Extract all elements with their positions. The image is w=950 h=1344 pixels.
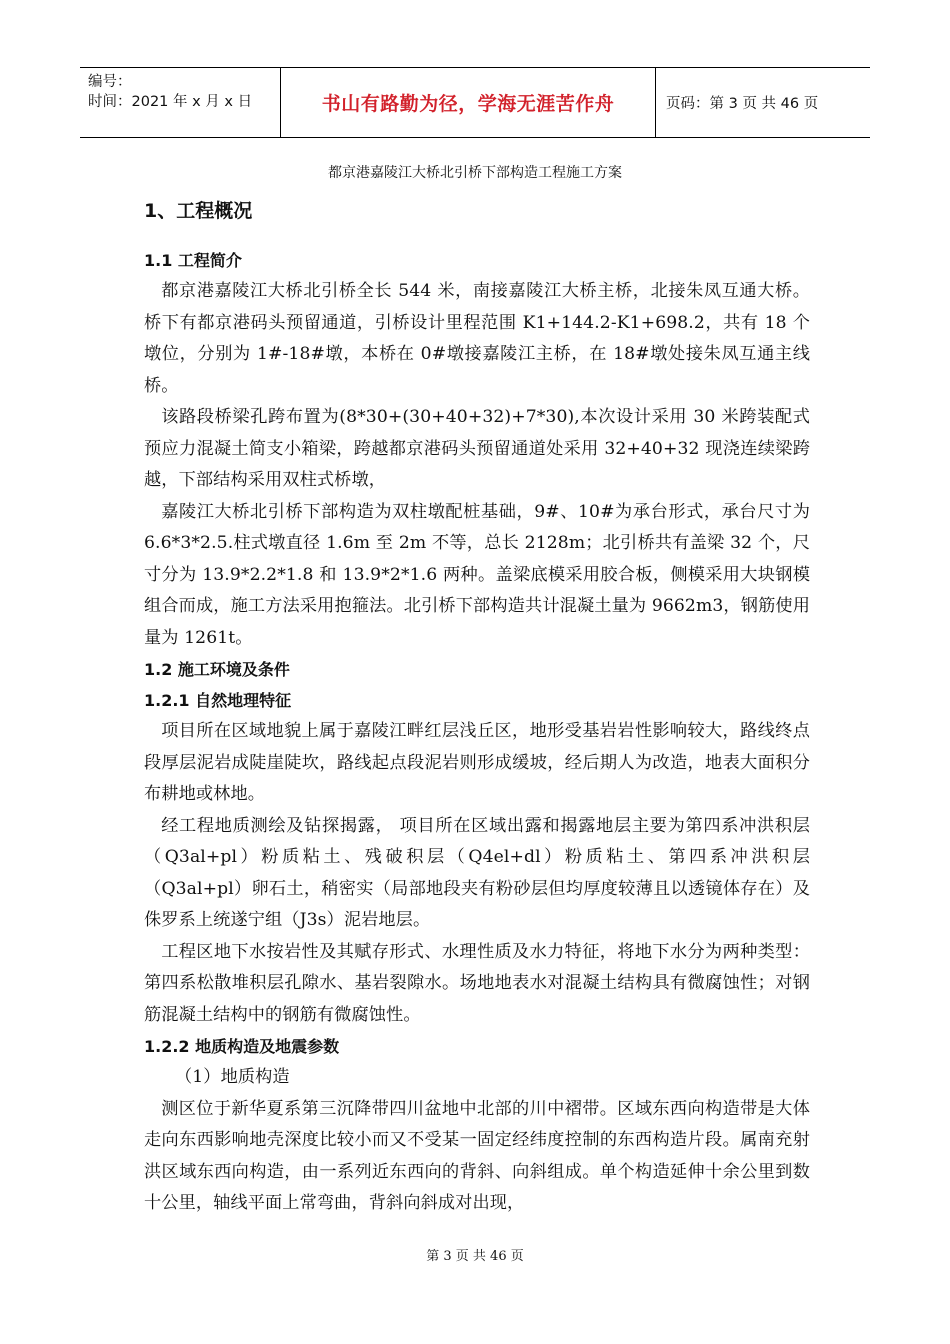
section-1-heading: 1、工程概况 bbox=[144, 200, 253, 222]
header-motto: 书山有路勤为径，学海无涯苦作舟 bbox=[281, 68, 656, 137]
document-number-label: 编号： bbox=[88, 74, 132, 90]
paragraph: 都京港嘉陵江大桥北引桥全长 544 米，南接嘉陵江大桥主桥，北接朱凤互通大桥。桥下有都京港码头预留通道，引桥设计里程范围 K1+144.2-K1+698.2，共有 18 个墩位，分别为 1#-18#墩，本桥在 0#墩接嘉陵江主桥，在 18#墩处接朱凤互通主线桥。 bbox=[144, 281, 810, 396]
section-1-2-1-heading: 1.2.1 自然地理特征 bbox=[144, 691, 292, 710]
page-footer: 第 3 页 共 46 页 bbox=[426, 1249, 524, 1264]
page-header bbox=[80, 67, 870, 138]
document-date-label: 时间：2021 年 x 月 x 日 bbox=[88, 94, 253, 110]
paragraph: 经工程地质测绘及钻探揭露， 项目所在区域出露和揭露地层主要为第四系冲洪积层（Q3al+pl）粉质粘土、残破积层（Q4el+dl）粉质粘土、第四系冲洪积层（Q3al+pl）卵石土，稍密实（局部地段夹有粉砂层但均厚度较薄且以透镜体存在）及侏罗系上统遂宁组（J3s）泥岩地层。 bbox=[144, 815, 810, 930]
header-meta bbox=[80, 68, 281, 137]
document-body bbox=[144, 195, 810, 1220]
paragraph: 该路段桥梁孔跨布置为(8*30+(30+40+32)+7*30),本次设计采用 30 米跨装配式预应力混凝土简支小箱梁，跨越都京港码头预留通道处采用 32+40+32 现浇连续梁跨越，下部结构采用双柱式桥墩， bbox=[144, 407, 810, 490]
paragraph: 工程区地下水按岩性及其赋存形式、水理性质及水力特征，将地下水分为两种类型：第四系松散堆积层孔隙水、基岩裂隙水。场地地表水对混凝土结构具有微腐蚀性；对钢筋混凝土结构中的钢筋有微腐蚀性。 bbox=[144, 941, 810, 1025]
document-title: 都京港嘉陵江大桥北引桥下部构造工程施工方案 bbox=[328, 165, 622, 181]
header-page-number: 页码：第 3 页 共 46 页 bbox=[666, 96, 819, 112]
section-1-1-heading: 1.1 工程简介 bbox=[144, 251, 242, 270]
paragraph: 嘉陵江大桥北引桥下部构造为双柱墩配桩基础，9#、10#为承台形式，承台尺寸为 6.6*3*2.5.柱式墩直径 1.6m 至 2m 不等，总长 2128m；北引桥共有盖梁 32 个，尺寸分为 13.9*2.2*1.8 和 13.9*2*1.6 两种。盖梁底模采用胶合板，侧模采用大块钢模组合而成，施工方法采用抱箍法。北引桥下部构造共计混凝土量为 9662m3，钢筋使用量为 1261t。 bbox=[144, 501, 810, 648]
section-1-2-2-heading: 1.2.2 地质构造及地震参数 bbox=[144, 1037, 340, 1056]
section-1-2-heading: 1.2 施工环境及条件 bbox=[144, 660, 290, 679]
paragraph: 测区位于新华夏系第三沉降带四川盆地中北部的川中褶带。区域东西向构造带是大体走向东西影响地壳深度比较小而又不受某一固定经纬度控制的东西构造片段。属南充射洪区域东西向构造，由一系列近东西向的背斜、向斜组成。单个构造延伸十余公里到数十公里，轴线平面上常弯曲，背斜向斜成对出现， bbox=[144, 1098, 810, 1213]
paragraph: 项目所在区域地貌上属于嘉陵江畔红层浅丘区，地形受基岩岩性影响较大，路线终点段厚层泥岩成陡崖陡坎，路线起点段泥岩则形成缓坡，经后期人为改造，地表大面积分布耕地或林地。 bbox=[144, 721, 810, 804]
subsection-label: （1）地质构造 bbox=[174, 1067, 290, 1087]
